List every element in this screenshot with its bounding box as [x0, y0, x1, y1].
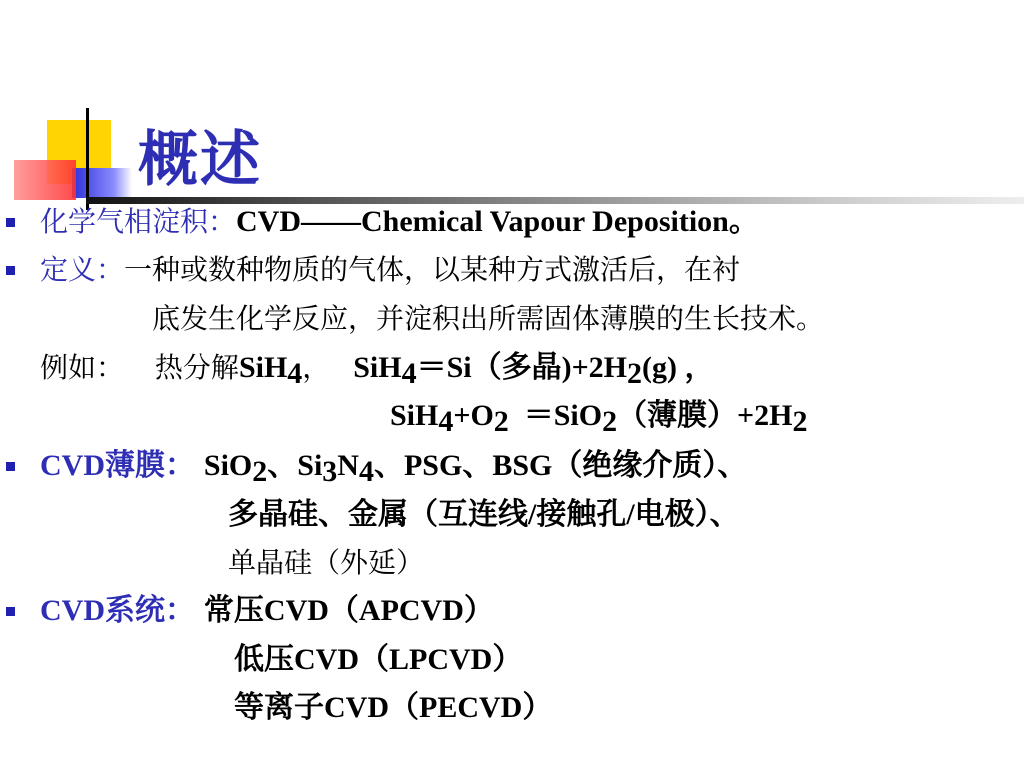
systems-line-1 [40, 594, 494, 628]
example-line-2 [390, 399, 808, 438]
bullet-marker [6, 607, 15, 616]
systems-item-pecvd: 等离子CVD（PECVD） [234, 691, 553, 724]
example-heat: 热分解 [154, 351, 239, 384]
definition-line-2: 底发生化学反应，并淀积出所需固体薄膜的生长技术。 [152, 302, 825, 335]
bullet-marker [6, 462, 15, 471]
definition-line-1 [40, 253, 740, 287]
equation-2-sio: ＝SiO [523, 399, 603, 432]
equation-2-sub: 4 [438, 405, 454, 438]
equation-1-rest: ＝Si（多晶)+2H [416, 351, 628, 384]
systems-label: CVD系统： [40, 594, 195, 627]
cvd-definition-line [40, 205, 759, 239]
bullet-marker [6, 266, 15, 275]
example-comma: ， [302, 351, 331, 384]
example-line-1 [40, 351, 715, 390]
slide-title: 概述 [138, 125, 262, 195]
systems-item-lpcvd: 低压CVD（LPCVD） [234, 643, 523, 676]
equation-1-end: (g) ， [642, 351, 715, 384]
definition-text-1: 一种或数种物质的气体，以某种方式激活后，在衬 [124, 253, 741, 286]
films-si3n4-sub4: 4 [358, 455, 374, 488]
definition-label: 定义： [40, 253, 125, 286]
example-sub: 4 [287, 357, 303, 390]
equation-2-film: （薄膜）+2H [617, 399, 793, 432]
films-sio-sub: 2 [252, 455, 268, 488]
films-si3n4-sub3: 3 [322, 455, 338, 488]
films-rest: 、PSG、BSG（绝缘介质）、 [373, 449, 748, 482]
equation-2-sub-sio2: 2 [602, 405, 618, 438]
films-label: CVD薄膜： [40, 449, 195, 482]
bullet-marker [6, 218, 15, 227]
equation-1-sub-h2: 2 [627, 357, 643, 390]
films-line-3: 单晶硅（外延） [228, 546, 425, 579]
equation-2-sub-o2: 2 [493, 405, 509, 438]
title-deco-red-block [14, 160, 76, 200]
title-deco-blue-block [72, 168, 132, 198]
films-line-1 [40, 449, 748, 488]
equation-1-sih: SiH [353, 351, 402, 384]
title-underline-rule [86, 197, 1024, 204]
films-line-2: 多晶硅、金属（互连线/接触孔/电极）、 [228, 498, 740, 531]
systems-item-apcvd: 常压CVD（APCVD） [203, 594, 494, 627]
example-sih: SiH [238, 351, 288, 384]
cvd-definition-label: 化学气相淀积： [40, 205, 237, 238]
films-sio: SiO [203, 449, 253, 482]
title-deco-vertical-line [86, 108, 89, 210]
example-label: 例如： [40, 351, 125, 384]
equation-1-sub: 4 [401, 357, 417, 390]
cvd-definition-text: CVD——Chemical Vapour Deposition。 [236, 205, 759, 238]
equation-2-o: +O [453, 399, 494, 432]
films-si3n4-n: N [337, 449, 359, 482]
equation-2-sub-h2: 2 [792, 405, 808, 438]
equation-2-sih: SiH [390, 399, 439, 432]
films-si3n4: 、Si [267, 449, 323, 482]
